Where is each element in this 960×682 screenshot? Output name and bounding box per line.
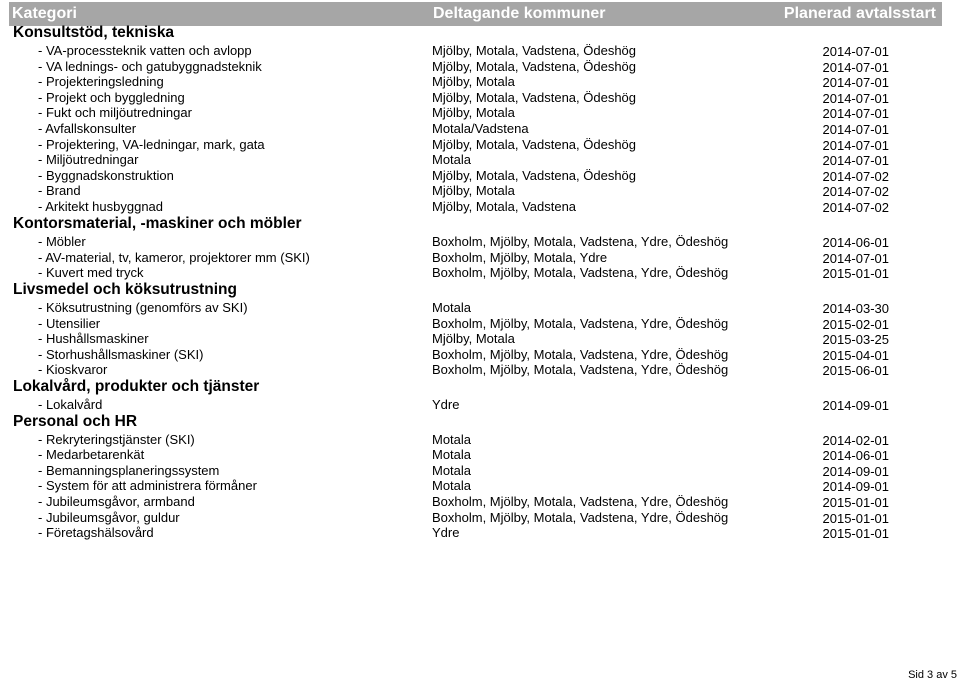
row-municipalities: Motala/Vadstena [432,121,529,136]
row-municipalities: Boxholm, Mjölby, Motala, Ydre [432,249,608,265]
row-category: - Projektering, VA-ledningar, mark, gata [38,136,265,152]
row-start-date: 2015-01-01 [822,494,889,510]
row-category: - Projekteringsledning [38,74,164,90]
table-row [0,90,960,106]
row-start-date: 2015-01-01 [822,266,889,282]
row-municipalities: Boxholm, Mjölby, Motala, Vadstena, Ydre, Ödeshög [432,493,729,509]
row-category: - Jubileumsgåvor, guldur [38,509,180,525]
row-start-date: 2014-06-01 [822,235,889,251]
row-municipalities: Motala [432,152,472,168]
row-municipalities: Boxholm, Mjölby, Motala, Vadstena, Ydre, Ödeshög [432,362,729,378]
table-row [0,265,960,281]
header-category: Kategori [12,5,77,22]
row-start-date: 2015-01-01 [822,526,889,542]
row-category: - Möbler [38,234,86,250]
table-row [0,183,960,199]
table-row [0,331,960,347]
row-start-date: 2014-07-01 [822,75,889,91]
table-row [0,300,960,316]
row-category: - Jubileumsgåvor, armband [38,493,195,509]
row-start-date: 2014-03-30 [822,300,889,316]
row-start-date: 2014-09-01 [822,463,889,479]
header-start-date: Planerad avtalsstart [783,5,936,22]
table-row [0,74,960,90]
row-category: - Företagshälsovård [38,525,154,541]
row-start-date: 2015-03-25 [822,332,889,348]
row-category: - Bemanningsplaneringssystem [38,462,220,478]
row-category: - VA-processteknik vatten och avlopp [38,43,252,58]
row-start-date: 2014-07-01 [822,90,889,106]
table-row [0,234,960,250]
row-category: - System för att administrera förmåner [38,478,257,494]
table-row [0,59,960,75]
table-header [9,2,942,26]
row-start-date: 2015-06-01 [822,363,889,379]
table-row [0,250,960,266]
table-row [0,510,960,526]
row-start-date: 2014-02-01 [822,432,889,448]
table-row [0,525,960,541]
row-category: - Rekryteringstjänster (SKI) [38,431,195,447]
row-municipalities: Boxholm, Mjölby, Motala, Vadstena, Ydre, Ödeshög [432,346,729,362]
row-municipalities: Mjölby, Motala, Vadstena, Ödeshög [432,43,637,58]
row-category: - Miljöutredningar [38,152,139,168]
table-row [0,316,960,332]
row-start-date: 2014-07-01 [822,153,889,169]
row-category: - Medarbetarenkät [38,447,145,463]
table-row [0,168,960,184]
row-category: - Utensilier [38,315,101,331]
table-row [0,199,960,215]
row-start-date: 2014-07-01 [822,122,889,137]
row-category: - Brand [38,183,81,199]
row-start-date: 2014-06-01 [822,448,889,464]
table-row [0,121,960,137]
row-category: - Lokalvård [38,396,103,412]
row-municipalities: Motala [432,447,472,463]
table-row [0,347,960,363]
row-category: - Byggnadskonstruktion [38,167,174,183]
category-heading: Lokalvård, produkter och tjänster [13,377,260,395]
category-heading: Kontorsmaterial, -maskiner och möbler [13,215,302,233]
row-municipalities: Mjölby, Motala, Vadstena, Ödeshög [432,167,637,183]
row-start-date: 2014-07-01 [822,44,889,59]
table-row [0,432,960,448]
row-start-date: 2014-07-02 [822,200,889,215]
row-category: - AV-material, tv, kameror, projektorer mm (SKI) [38,249,310,265]
row-start-date: 2014-07-01 [822,137,889,153]
row-municipalities: Boxholm, Mjölby, Motala, Vadstena, Ydre, Ödeshög [432,265,729,281]
table-row [0,152,960,168]
row-municipalities: Mjölby, Motala, Vadstena, Ödeshög [432,136,637,152]
row-category: - Köksutrustning (genomförs av SKI) [38,299,248,315]
row-municipalities: Mjölby, Motala [432,331,515,347]
row-municipalities: Mjölby, Motala, Vadstena, Ödeshög [432,89,637,105]
row-start-date: 2015-01-01 [822,510,889,526]
row-category: - Hushållsmaskiner [38,331,149,347]
row-category: - Avfallskonsulter [38,121,137,136]
category-heading: Konsultstöd, tekniska [13,24,175,41]
category-heading: Personal och HR [13,412,138,430]
row-municipalities: Ydre [432,396,460,412]
table-row [0,137,960,153]
category-heading: Livsmedel och köksutrustning [13,280,237,298]
row-start-date: 2015-04-01 [822,347,889,363]
row-category: - Storhushållsmaskiner (SKI) [38,346,204,362]
row-category: - Kioskvaror [38,362,108,378]
row-category: - Projekt och byggledning [38,89,185,105]
row-municipalities: Motala [432,478,472,494]
table-row [0,397,960,413]
row-municipalities: Boxholm, Mjölby, Motala, Vadstena, Ydre, Ödeshög [432,234,729,250]
table-row [0,105,960,121]
table-row [0,43,960,59]
row-category: - Fukt och miljöutredningar [38,105,192,121]
row-municipalities: Mjölby, Motala [432,74,515,90]
row-municipalities: Mjölby, Motala [432,105,515,121]
row-municipalities: Boxholm, Mjölby, Motala, Vadstena, Ydre, Ödeshög [432,315,729,331]
page-number: Sid 3 av 5 [908,669,957,681]
row-municipalities: Mjölby, Motala, Vadstena [432,199,577,214]
row-start-date: 2014-07-01 [822,106,889,122]
row-start-date: 2014-09-01 [822,397,889,413]
table-row [0,362,960,378]
row-start-date: 2015-02-01 [822,316,889,332]
row-municipalities: Ydre [432,525,460,541]
row-start-date: 2014-07-02 [822,168,889,184]
row-municipalities: Boxholm, Mjölby, Motala, Vadstena, Ydre, Ödeshög [432,509,729,525]
row-start-date: 2014-07-01 [822,250,889,266]
row-municipalities: Motala [432,299,472,315]
row-start-date: 2014-09-01 [822,479,889,495]
table-row [0,494,960,510]
header-municipalities: Deltagande kommuner [433,5,606,22]
row-municipalities: Motala [432,462,472,478]
table-row [0,447,960,463]
row-category: - Arkitekt husbyggnad [38,199,164,214]
row-category: - Kuvert med tryck [38,265,144,281]
table-row [0,478,960,494]
table-row [0,463,960,479]
row-category: - VA lednings- och gatubyggnadsteknik [38,58,262,74]
row-municipalities: Mjölby, Motala, Vadstena, Ödeshög [432,58,637,74]
row-start-date: 2014-07-01 [822,59,889,75]
row-municipalities: Motala [432,431,472,447]
row-municipalities: Mjölby, Motala [432,183,515,199]
row-start-date: 2014-07-02 [822,184,889,200]
